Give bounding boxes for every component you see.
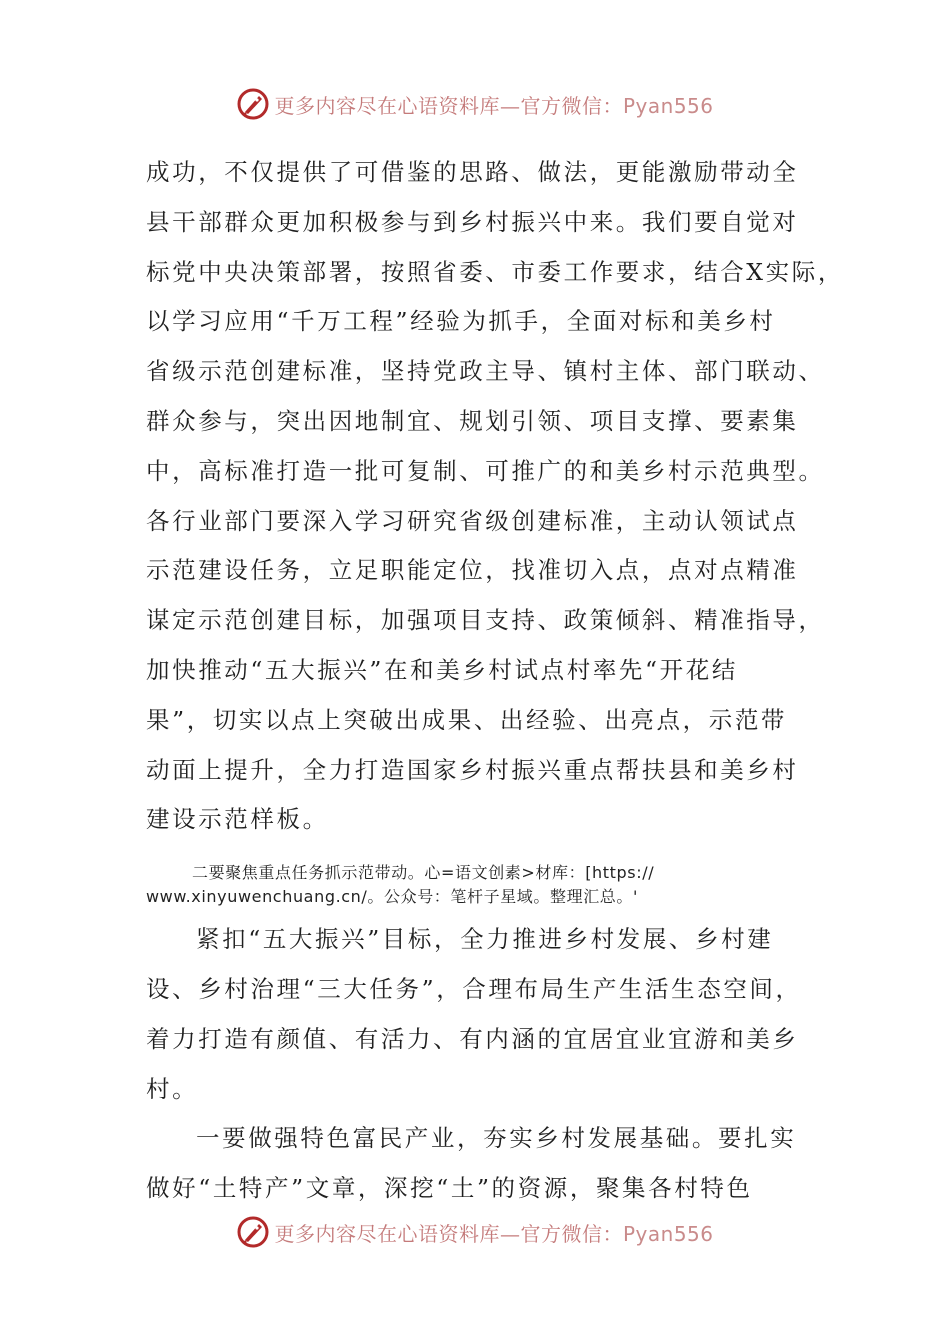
text-line: 示范建设任务，立足职能定位，找准切入点，点对点精准 (146, 556, 799, 585)
banner-wechat-handle: Pyan556 (622, 93, 714, 118)
text-line: 动面上提升，全力打造国家乡村振兴重点帮扶县和美乡村 (146, 755, 799, 784)
text-line: 果”，切实以点上突破出成果、出经验、出亮点，示范带 (146, 705, 788, 734)
text-line: 成功，不仅提供了可借鉴的思路、做法，更能激励带动全 (146, 158, 799, 186)
text-line: 设、乡村治理“三大任务”，合理布局生产生活生态空间， (146, 974, 802, 1003)
text-line: 各行业部门要深入学习研究省级创建标准，主动认领试点 (146, 506, 799, 535)
footer-banner (0, 1212, 950, 1252)
document-body (146, 148, 844, 1214)
paragraph-3 (146, 1114, 836, 1214)
note-line: 二要聚焦重点任务抓示范带动。心=语文创素>材库：[https:// (192, 863, 655, 883)
text-line: 做好“土特产”文章，深挖“土”的资源，聚集各村特色 (146, 1174, 753, 1203)
text-line: 中，高标准打造一批可复制、可推广的和美乡村示范典型。 (146, 456, 825, 485)
text-line: 县干部群众更加积极参与到乡村振兴中来。我们要自觉对 (146, 207, 799, 236)
section-heading-note (146, 861, 836, 909)
text-line: 以学习应用“千万工程”经验为抓手，全面对标和美乡村 (146, 307, 776, 336)
text-line: 群众参与，突出因地制宜、规划引领、项目支撑、要素集 (146, 406, 799, 435)
text-line: 紧扣“五大振兴”目标，全力推进乡村发展、乡村建 (196, 925, 774, 954)
paragraph-1 (146, 148, 844, 845)
header-banner (0, 84, 950, 124)
text-line: 村。 (146, 1074, 199, 1103)
text-line: 着力打造有颜值、有活力、有内涵的宜居宜业宜游和美乡 (146, 1024, 799, 1053)
paragraph-2 (146, 915, 836, 1114)
banner-text: 更多内容尽在心语资料库—官方微信：Pyan556 (274, 1221, 714, 1246)
text-line: 标党中央决策部署，按照省委、市委工作要求，结合X实际， (146, 257, 844, 286)
text-line: 省级示范创建标准，坚持党政主导、镇村主体、部门联动、 (146, 357, 825, 386)
banner-wechat-handle: Pyan556 (622, 1221, 714, 1246)
text-line: 加快推动“五大振兴”在和美乡村试点村率先“开花结 (146, 655, 738, 684)
pen-nib-logo-icon (236, 1215, 270, 1249)
banner-text: 更多内容尽在心语资料库—官方微信：Pyan556 (274, 93, 714, 118)
pen-nib-logo-icon (236, 87, 270, 121)
text-line: 建设示范样板。 (146, 805, 329, 834)
text-line: 一要做强特色富民产业，夯实乡村发展基础。要扎实 (196, 1124, 797, 1153)
text-line: 谋定示范创建目标，加强项目支持、政策倾斜、精准指导， (146, 606, 825, 635)
note-line: www.xinyuwenchuang.cn/。公众号：笔杆子星域。整理汇总。' (146, 887, 639, 907)
